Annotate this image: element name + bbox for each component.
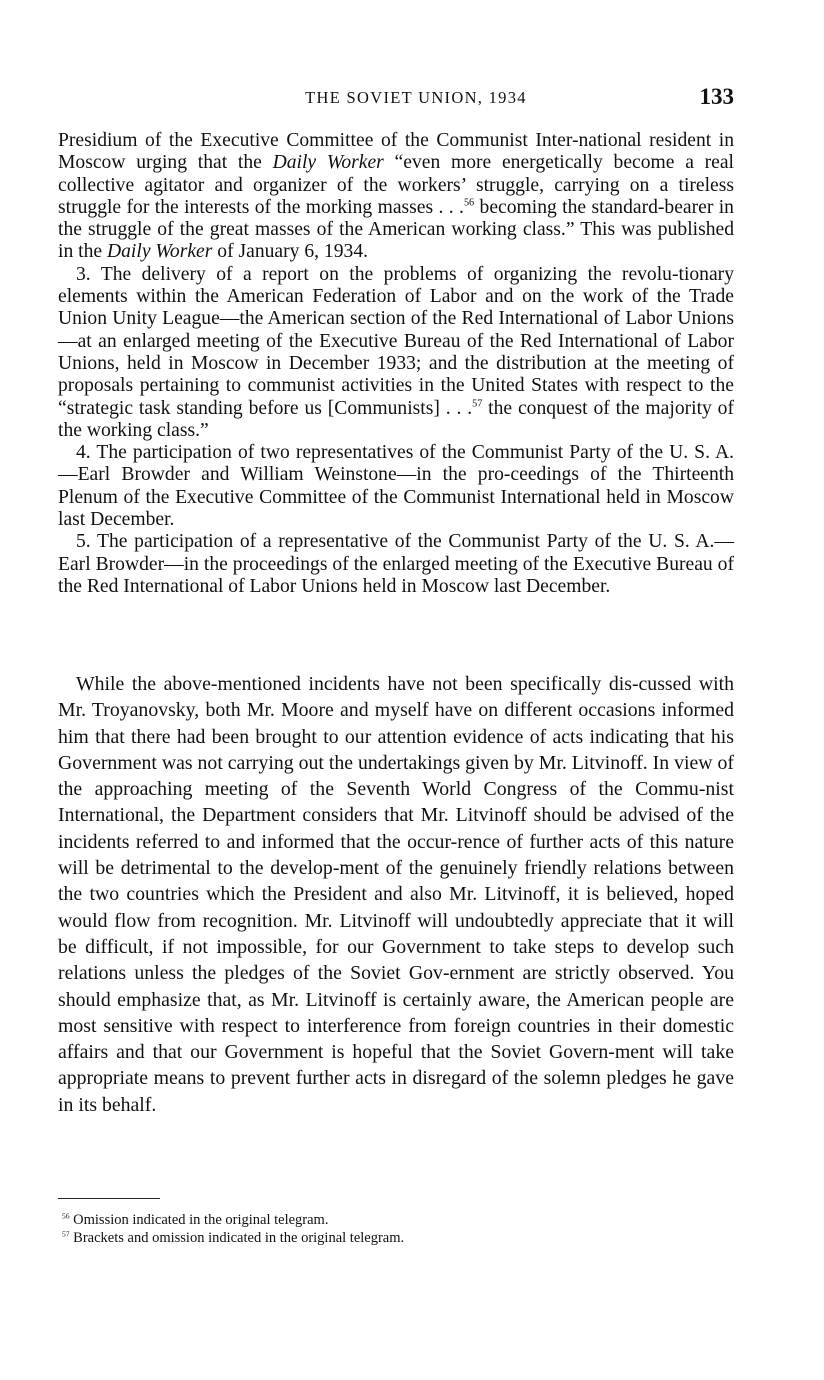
footnote-ref-56: 56 bbox=[463, 197, 475, 209]
text-run: 3. The delivery of a report on the problems of organizing the revolu-tionary elements within the American Federation of Labor and on the work of the Trade Union Unity League—the American section of the Red International of Labor Unions—at an enlarged meeting of the Executive Bureau of the Red International of Labor Unions, held in Moscow in December 1933; and the distribution at the meeting of proposals pertaining to communist activities in the United States with respect to the “strategic task standing before us [Communists] . . . bbox=[58, 263, 734, 419]
page-header bbox=[58, 84, 734, 114]
footnote-mark: 56 bbox=[62, 1211, 70, 1221]
numbered-item-3 bbox=[58, 264, 734, 442]
text-run: becoming the standard-bearer in the struggle of the great masses of the American working class.” This was published in the bbox=[58, 196, 734, 263]
text-run: Presidium of the Executive Committee of the Communist Inter-national resident in Moscow urging that the bbox=[58, 130, 734, 174]
main-paragraph: While the above-mentioned incidents have not been specifically dis-cussed with Mr. Troyanovsky, both Mr. Moore and myself have on different occasions informed him that there had been brought to our attention evidence of acts indicating that his Government was not carrying out the undertakings given by Mr. Litvinoff. In view of the approaching meeting of the Seventh World Congress of the Commu-nist International, the Department considers that Mr. Litvinoff should be advised of the incidents referred to and informed that the occur-rence of further acts of this nature will be detrimental to the develop-ment of the genuinely friendly relations between the two countries which the President and also Mr. Litvinoff, it is believed, hoped would flow from recognition. Mr. Litvinoff will undoubtedly appreciate that it will be difficult, if not impossible, for our Government to take steps to develop such relations unless the pledges of the Soviet Gov-ernment are strictly observed. You should emphasize that, as Mr. Litvinoff is certainly aware, the American people are most sensitive with respect to interference from foreign countries in their domestic affairs and that our Government is hopeful that the Soviet Govern-ment will take appropriate means to prevent further acts in disregard of the solemn pledges he gave in its behalf. bbox=[58, 673, 734, 1116]
running-title: THE SOVIET UNION, 1934 bbox=[305, 88, 527, 107]
text-run: “even more energetically become a real collective agitator and organizer of the workers’ struggle, carrying on a tireless struggle for the interests of the morking masses . . . bbox=[58, 152, 734, 218]
footnote-text: Brackets and omission indicated in the original telegram. bbox=[69, 1229, 405, 1246]
footnote-ref-57: 57 bbox=[472, 397, 483, 409]
footnote-text: Omission indicated in the original telegram. bbox=[69, 1212, 329, 1228]
text-run: of January 6, 1934. bbox=[212, 241, 369, 263]
footnote-57 bbox=[62, 1230, 742, 1248]
quoted-incidents-block bbox=[58, 130, 734, 598]
footnote-mark: 57 bbox=[62, 1228, 70, 1238]
paragraph-continuation bbox=[58, 130, 734, 264]
text-run: the conquest of the majority of the working class.” bbox=[58, 397, 734, 441]
footnote-56 bbox=[62, 1212, 742, 1230]
publication-title: Daily Worker bbox=[106, 241, 213, 263]
footnote-divider bbox=[58, 1198, 160, 1199]
page-number: 133 bbox=[699, 84, 734, 109]
footnotes bbox=[62, 1212, 742, 1247]
main-body bbox=[58, 671, 734, 1118]
numbered-item-5: 5. The participation of a representative of the Communist Party of the U. S. A.—Earl Browder—in the proceedings of the enlarged meeting of the Executive Bureau of the Red International of Labor Unions held in Moscow last December. bbox=[58, 531, 734, 597]
numbered-item-4: 4. The participation of two representatives of the Communist Party of the U. S. A.—Earl Browder and William Weinstone—in the pro-ceedings of the Thirteenth Plenum of the Executive Committee of the Communist International held in Moscow last December. bbox=[58, 442, 734, 531]
publication-title: Daily Worker bbox=[272, 152, 384, 174]
